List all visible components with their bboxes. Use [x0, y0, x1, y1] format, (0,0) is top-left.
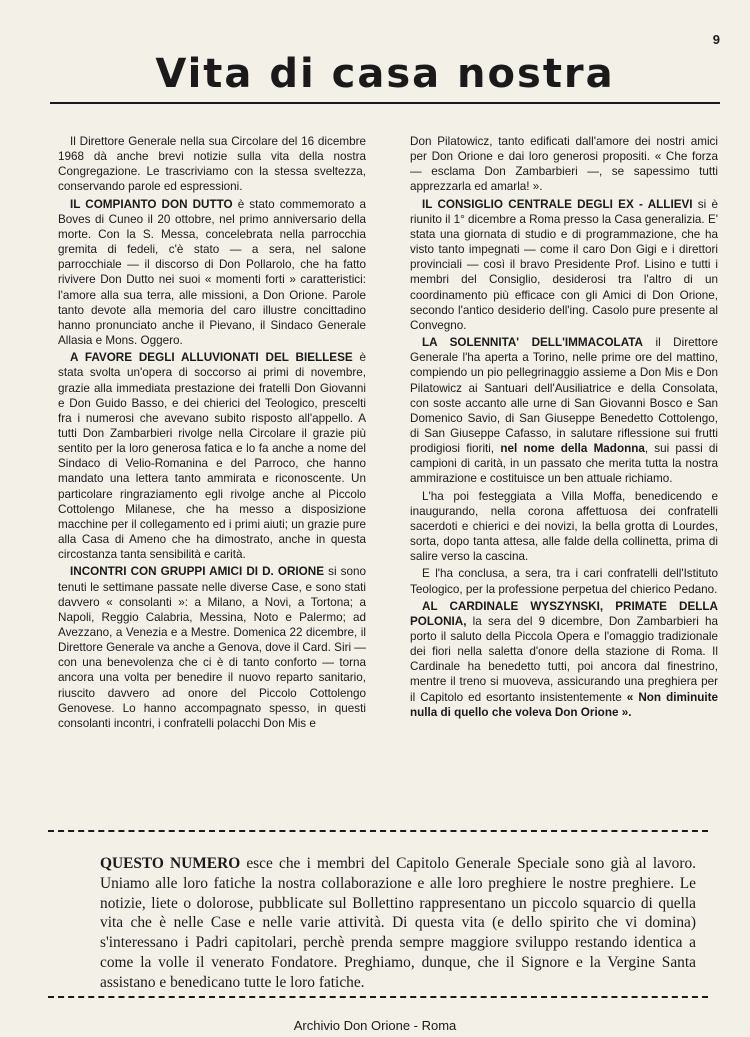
notice-text: [100, 854, 696, 993]
section-text: , sui passi di campioni di carità, in un passato che merita tutta la nostra ammirazione e costituisce un ben attuale richiamo.: [410, 442, 718, 486]
section-heading: IL CONSIGLIO CENTRALE DEGLI EX - ALLIEVI: [422, 197, 693, 211]
section-alluvionati: [58, 350, 366, 562]
section-emphasis: nel nome della Madonna: [500, 442, 645, 456]
article-columns: [58, 134, 718, 824]
notice-lead: QUESTO NUMERO: [100, 855, 241, 872]
immacolata-paragraph-3: E l'ha conclusa, a sera, tra i cari confratelli dell'Istituto Teologico, per la professione perpetua del chierico Pedano.: [410, 567, 718, 596]
continued-paragraph: Don Pilatowicz, tanto edificati dall'amore dei nostri amici per Don Orione e dai loro generosi propositi. « Che forza — esclama Don Zambarbieri —, se sapessimo tutti apprezzarla ed amarla! ».: [410, 135, 718, 194]
section-text: è stato commemorato a Boves di Cuneo il 20 ottobre, nel primo anniversario della morte. Con la S. Messa, concelebrata nella parrocchia gremita di fedeli, c'è stato — a sera, nel salone parrocchiale — il discorso di Don Pollarolo, che ha fatto rivivere Don Dutto nei suoi « momenti forti » caratteristici: l'amore alla sua terra, alle missioni, a Don Orione. Parole tanto devote alla memoria del caro illustre concittadino hanno pronunciato anche il Pievano, il Sindaco Generale Allasia e Mons. Oggero.: [58, 197, 366, 348]
page-title: Vita di casa nostra: [50, 46, 720, 104]
section-consiglio: [410, 197, 718, 333]
section-incontri: [58, 564, 366, 731]
intro-paragraph: Il Direttore Generale nella sua Circolare del 16 dicembre 1968 dà anche brevi notizie sulla vita della nostra Congregazione. Le trascriviamo con la stessa sveltezza, conservando parole ed espressioni.: [58, 135, 366, 194]
left-column: [58, 134, 366, 824]
notice-body: esce che i membri del Capitolo Generale Speciale sono già al lavoro. Uniamo alle loro fatiche la nostra collaborazione e alle loro preghiere le nostre preghiere. Le notizie, liete o dolorose, pubblicate sul Bollettino rappresentano un piccolo squarcio di quella vita che è nelle Case e nelle varie attività. Di questa vita (e dello spirito che vi domina) s'interessano i Padri capitolari, perchè prenda sempre maggiore sviluppo restando identica a come la volle il venerato Fondatore. Preghiamo, dunque, che il Signore e la Vergine Santa assistano e benedicano tutte le loro fatiche.: [100, 855, 696, 991]
section-text: è stata svolta un'opera di soccorso ai primi di novembre, grazie alla immediata prestazione dei fratelli Don Giovanni e Don Guido Basso, e dei chierici del Teologico, prescelti fra i numerosi che avevano subito risposto all'appello. A tutti Don Zambarbieri rivolge nella Circolare il grazie più sentito per la loro generosa fatica e lo fa anche a nome del Sindaco di Velio-Romanina e del Parroco, che hanno mandato una lettera tanto ammirata e riconoscente. Un particolare ringraziamento egli rivolge anche al Piccolo Cottolengo Milanese, che ha messo a disposizione macchine per il collegamento ed i primi aiuti; un grazie pure alla Casa di Ameno che ha dimostrato, anche in questa circostanza tanta sensibilità e carità.: [58, 351, 366, 562]
section-text: il Direttore Generale l'ha aperta a Torino, nelle prime ore del mattino, compiendo un pio pellegrinaggio assieme a Don Mis e Don Pilatowicz ai Santuari dell'Ausiliatrice e della Consolata, con soste accanto alle urne di San Giovanni Bosco e San Domenico Savio, di San Giuseppe Benedetto Cottolengo, di San Giuseppe Cafasso, in salutare riflessione sui frutti prodigiosi fioriti,: [410, 336, 718, 456]
section-heading: AL CARDINALE WYSZYNSKI, PRIMATE DELLA POLONIA,: [410, 599, 718, 628]
archive-footer: Archivio Don Orione - Roma: [293, 1018, 457, 1033]
page-number: 9: [712, 32, 720, 47]
section-cardinale: [410, 599, 718, 720]
section-text: la sera del 9 dicembre, Don Zambarbieri ha porto il saluto della Piccola Opera e l'omaggio tradizionale dei fiori nella saletta d'onore della stazione di Roma. Il Cardinale ha benedetto tutti, poi ancora dal finestrino, mentre il treno si muoveva, assicurando una preghiera per il Capitolo ed esortanto insistentemente: [410, 614, 718, 704]
right-column: [410, 134, 718, 824]
immacolata-paragraph-2: L'ha poi festeggiata a Villa Moffa, benedicendo e inaugurando, nella corona affettuosa dei confratelli sacerdoti e chierici e dei novizi, la bella grotta di Lourdes, sorta, dopo tanta attesa, alle falde della collinetta, prima di salire verso la cascina.: [410, 489, 718, 564]
notice-box: [48, 830, 708, 998]
section-immacolata: [410, 335, 718, 487]
section-emphasis: « Non diminuite nulla di quello che voleva Don Orione ».: [410, 690, 719, 719]
section-text: si è riunito il 1° dicembre a Roma presso la Casa generalizia. E' stata una giornata di studio e di programmazione, che ha visto tanto impegnati — come il caro Don Gigi e i direttori provinciali — così il bravo Presidente Prof. Lisino e tutti i membri del Consiglio, desiderosi tra l'altro di un coordinamento più efficace con gli Amici di Don Orione, secondo l'antico desiderio dell'ing. Casolo pure presente al Convegno.: [410, 197, 718, 332]
section-heading: LA SOLENNITA' DELL'IMMACOLATA: [422, 336, 643, 350]
section-heading: INCONTRI CON GRUPPI AMICI DI D. ORIONE: [70, 565, 325, 579]
section-heading: IL COMPIANTO DON DUTTO: [70, 197, 233, 211]
section-text: si sono tenuti le settimane passate nelle diverse Case, e sono stati davvero « consolanti »: a Milano, a Novi, a Tortona; a Napoli, Reggio Calabria, Messina, Noto e Palermo; ad Avezzano, a Venezia e a Mestre. Domenica 22 dicembre, il Direttore Generale va anche a Genova, dove il Card. Siri — con una benevolenza che ci è di tanto conforto — torna ancora una volta per benedire il nuovo reparto sanitario, riuscito davvero ad onore del Piccolo Cottolengo Genovese. Lo hanno accompagnato spesso, in questi consolanti incontri, i confratelli polacchi Don Mis e: [58, 565, 366, 730]
section-don-dutto: [58, 197, 366, 349]
section-heading: A FAVORE DEGLI ALLUVIONATI DEL BIELLESE: [70, 351, 353, 365]
